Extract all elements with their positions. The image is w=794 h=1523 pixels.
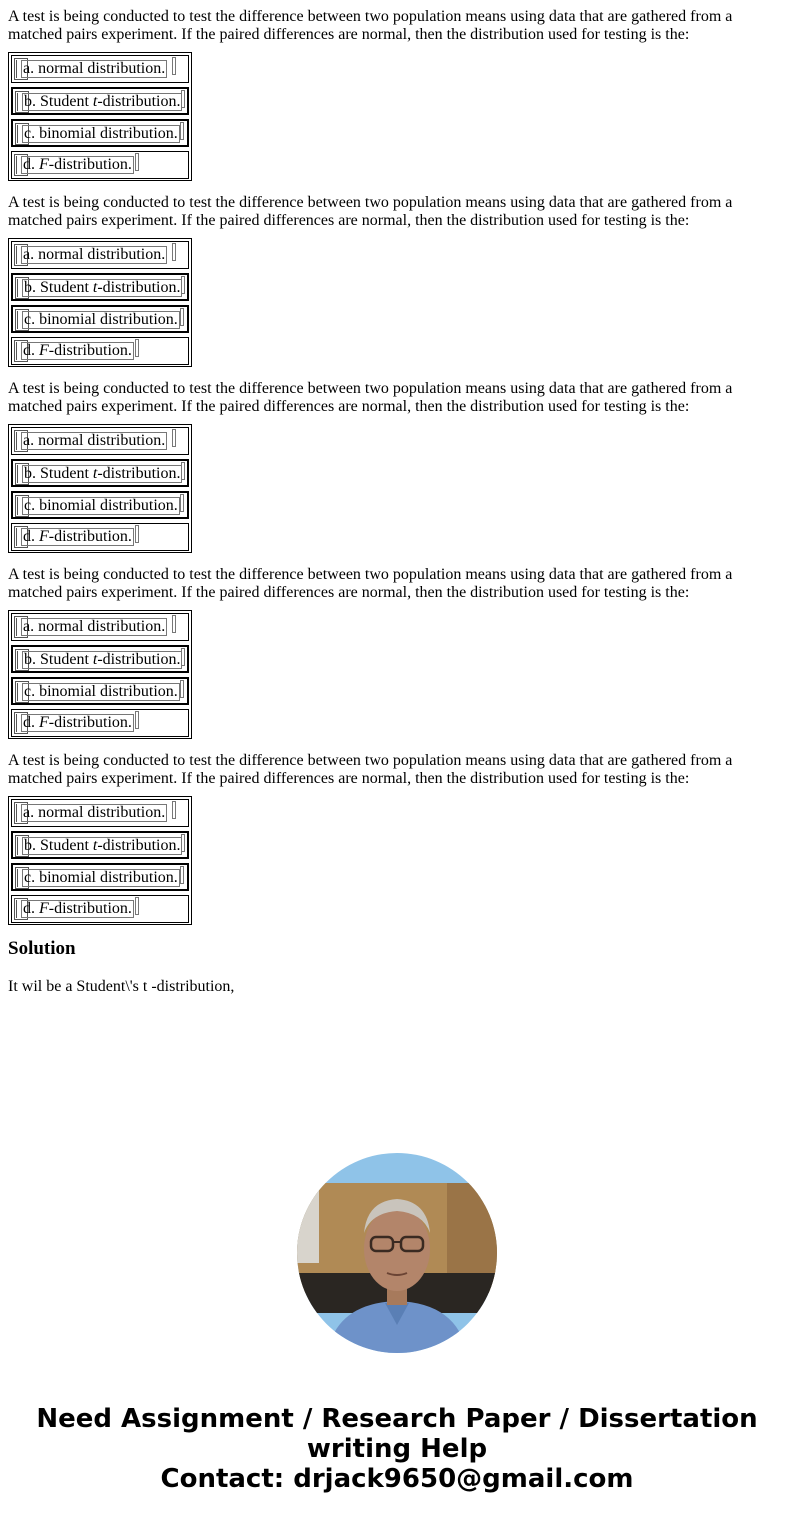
- option-a: a. normal distribution.: [23, 618, 166, 635]
- option-b: b. Student t-distribution.: [24, 279, 181, 296]
- option-cell-border: [181, 648, 185, 666]
- option-cell: [15, 91, 181, 113]
- contact-banner: [0, 1404, 794, 1494]
- contact-line-1: Need Assignment / Research Paper / Dissertation: [36, 1404, 758, 1434]
- option-cell-border: [172, 57, 176, 75]
- option-row: [11, 337, 189, 365]
- options-table: [8, 52, 192, 181]
- option-b: b. Student t-distribution.: [24, 837, 181, 854]
- option-cell-border: [135, 339, 139, 357]
- option-row: [11, 613, 189, 641]
- question-text: A test is being conducted to test the difference between two population means using data that are gathered from a matched pairs experiment. If the paired differences are normal, then the distribution used for testing is the:: [8, 380, 733, 415]
- question-block: [8, 8, 768, 173]
- option-cell-border: [135, 153, 139, 171]
- option-d: d. F-distribution.: [23, 714, 132, 731]
- option-cell-border: [180, 494, 184, 512]
- photo-face: [364, 1207, 430, 1291]
- option-cell: [14, 712, 132, 734]
- option-cell: [15, 649, 181, 671]
- option-row: [11, 55, 189, 83]
- option-row: [11, 491, 189, 519]
- options-table: [8, 424, 192, 553]
- option-cell: [15, 835, 181, 857]
- photo-wall-panel: [297, 1183, 319, 1263]
- option-c: c. binomial distribution.: [24, 311, 178, 328]
- option-cell: [14, 616, 166, 638]
- option-cell: [14, 430, 166, 452]
- option-a: a. normal distribution.: [23, 60, 166, 77]
- option-cell-border: [135, 711, 139, 729]
- option-b: b. Student t-distribution.: [24, 465, 181, 482]
- option-row: [11, 273, 189, 301]
- contact-line-3: Contact: drjack9650@gmail.com: [160, 1464, 634, 1494]
- option-row: [11, 799, 189, 827]
- option-cell-border: [180, 122, 184, 140]
- question-block: [8, 566, 768, 731]
- option-row: [11, 677, 189, 705]
- option-c: c. binomial distribution.: [24, 869, 178, 886]
- option-row: [11, 831, 189, 859]
- option-a: a. normal distribution.: [23, 246, 166, 263]
- option-cell: [15, 277, 181, 299]
- option-cell-border: [181, 90, 185, 108]
- option-cell: [15, 463, 181, 485]
- option-cell-border: [135, 525, 139, 543]
- solution-heading: Solution: [8, 938, 76, 959]
- question-block: [8, 194, 768, 359]
- option-c: c. binomial distribution.: [24, 683, 178, 700]
- option-cell-border: [181, 834, 185, 852]
- option-cell: [14, 526, 132, 548]
- option-cell: [14, 154, 132, 176]
- option-row: [11, 709, 189, 737]
- option-cell: [15, 495, 178, 517]
- option-cell: [14, 244, 166, 266]
- option-row: [11, 863, 189, 891]
- question-text: A test is being conducted to test the difference between two population means using data that are gathered from a matched pairs experiment. If the paired differences are normal, then the distribution used for testing is the:: [8, 194, 733, 229]
- option-cell-border: [180, 866, 184, 884]
- option-cell-border: [172, 429, 176, 447]
- option-a: a. normal distribution.: [23, 804, 166, 821]
- contact-line-2: writing Help: [306, 1434, 488, 1464]
- option-cell-border: [180, 680, 184, 698]
- option-a: a. normal distribution.: [23, 432, 166, 449]
- option-cell: [14, 802, 166, 824]
- option-row: [11, 523, 189, 551]
- tutor-photo: [297, 1153, 497, 1353]
- option-cell-border: [172, 801, 176, 819]
- option-cell-border: [181, 462, 185, 480]
- option-cell-border: [172, 615, 176, 633]
- option-d: d. F-distribution.: [23, 528, 132, 545]
- option-row: [11, 305, 189, 333]
- option-row: [11, 427, 189, 455]
- option-row: [11, 645, 189, 673]
- question-block: [8, 380, 768, 545]
- tutor-portrait-illustration: [297, 1153, 497, 1353]
- question-text: A test is being conducted to test the difference between two population means using data that are gathered from a matched pairs experiment. If the paired differences are normal, then the distribution used for testing is the:: [8, 566, 733, 601]
- question-text: A test is being conducted to test the difference between two population means using data that are gathered from a matched pairs experiment. If the paired differences are normal, then the distribution used for testing is the:: [8, 752, 733, 787]
- option-d: d. F-distribution.: [23, 156, 132, 173]
- option-cell: [15, 123, 178, 145]
- question-text: A test is being conducted to test the difference between two population means using data that are gathered from a matched pairs experiment. If the paired differences are normal, then the distribution used for testing is the:: [8, 8, 733, 43]
- option-row: [11, 895, 189, 923]
- option-cell-border: [172, 243, 176, 261]
- option-c: c. binomial distribution.: [24, 497, 178, 514]
- option-cell: [15, 309, 178, 331]
- option-cell: [15, 681, 178, 703]
- options-table: [8, 610, 192, 739]
- option-cell: [14, 340, 132, 362]
- option-cell: [14, 58, 166, 80]
- question-block: [8, 752, 768, 917]
- options-table: [8, 796, 192, 925]
- option-row: [11, 119, 189, 147]
- option-cell: [15, 867, 178, 889]
- option-cell-border: [180, 308, 184, 326]
- option-d: d. F-distribution.: [23, 900, 132, 917]
- option-row: [11, 241, 189, 269]
- option-b: b. Student t-distribution.: [24, 93, 181, 110]
- option-cell-border: [135, 897, 139, 915]
- option-d: d. F-distribution.: [23, 342, 132, 359]
- option-c: c. binomial distribution.: [24, 125, 178, 142]
- option-cell: [14, 898, 132, 920]
- option-row: [11, 459, 189, 487]
- options-table: [8, 238, 192, 367]
- solution-text: It wil be a Student\'s t -distribution,: [8, 978, 235, 995]
- option-b: b. Student t-distribution.: [24, 651, 181, 668]
- option-cell-border: [181, 276, 185, 294]
- option-row: [11, 87, 189, 115]
- option-row: [11, 151, 189, 179]
